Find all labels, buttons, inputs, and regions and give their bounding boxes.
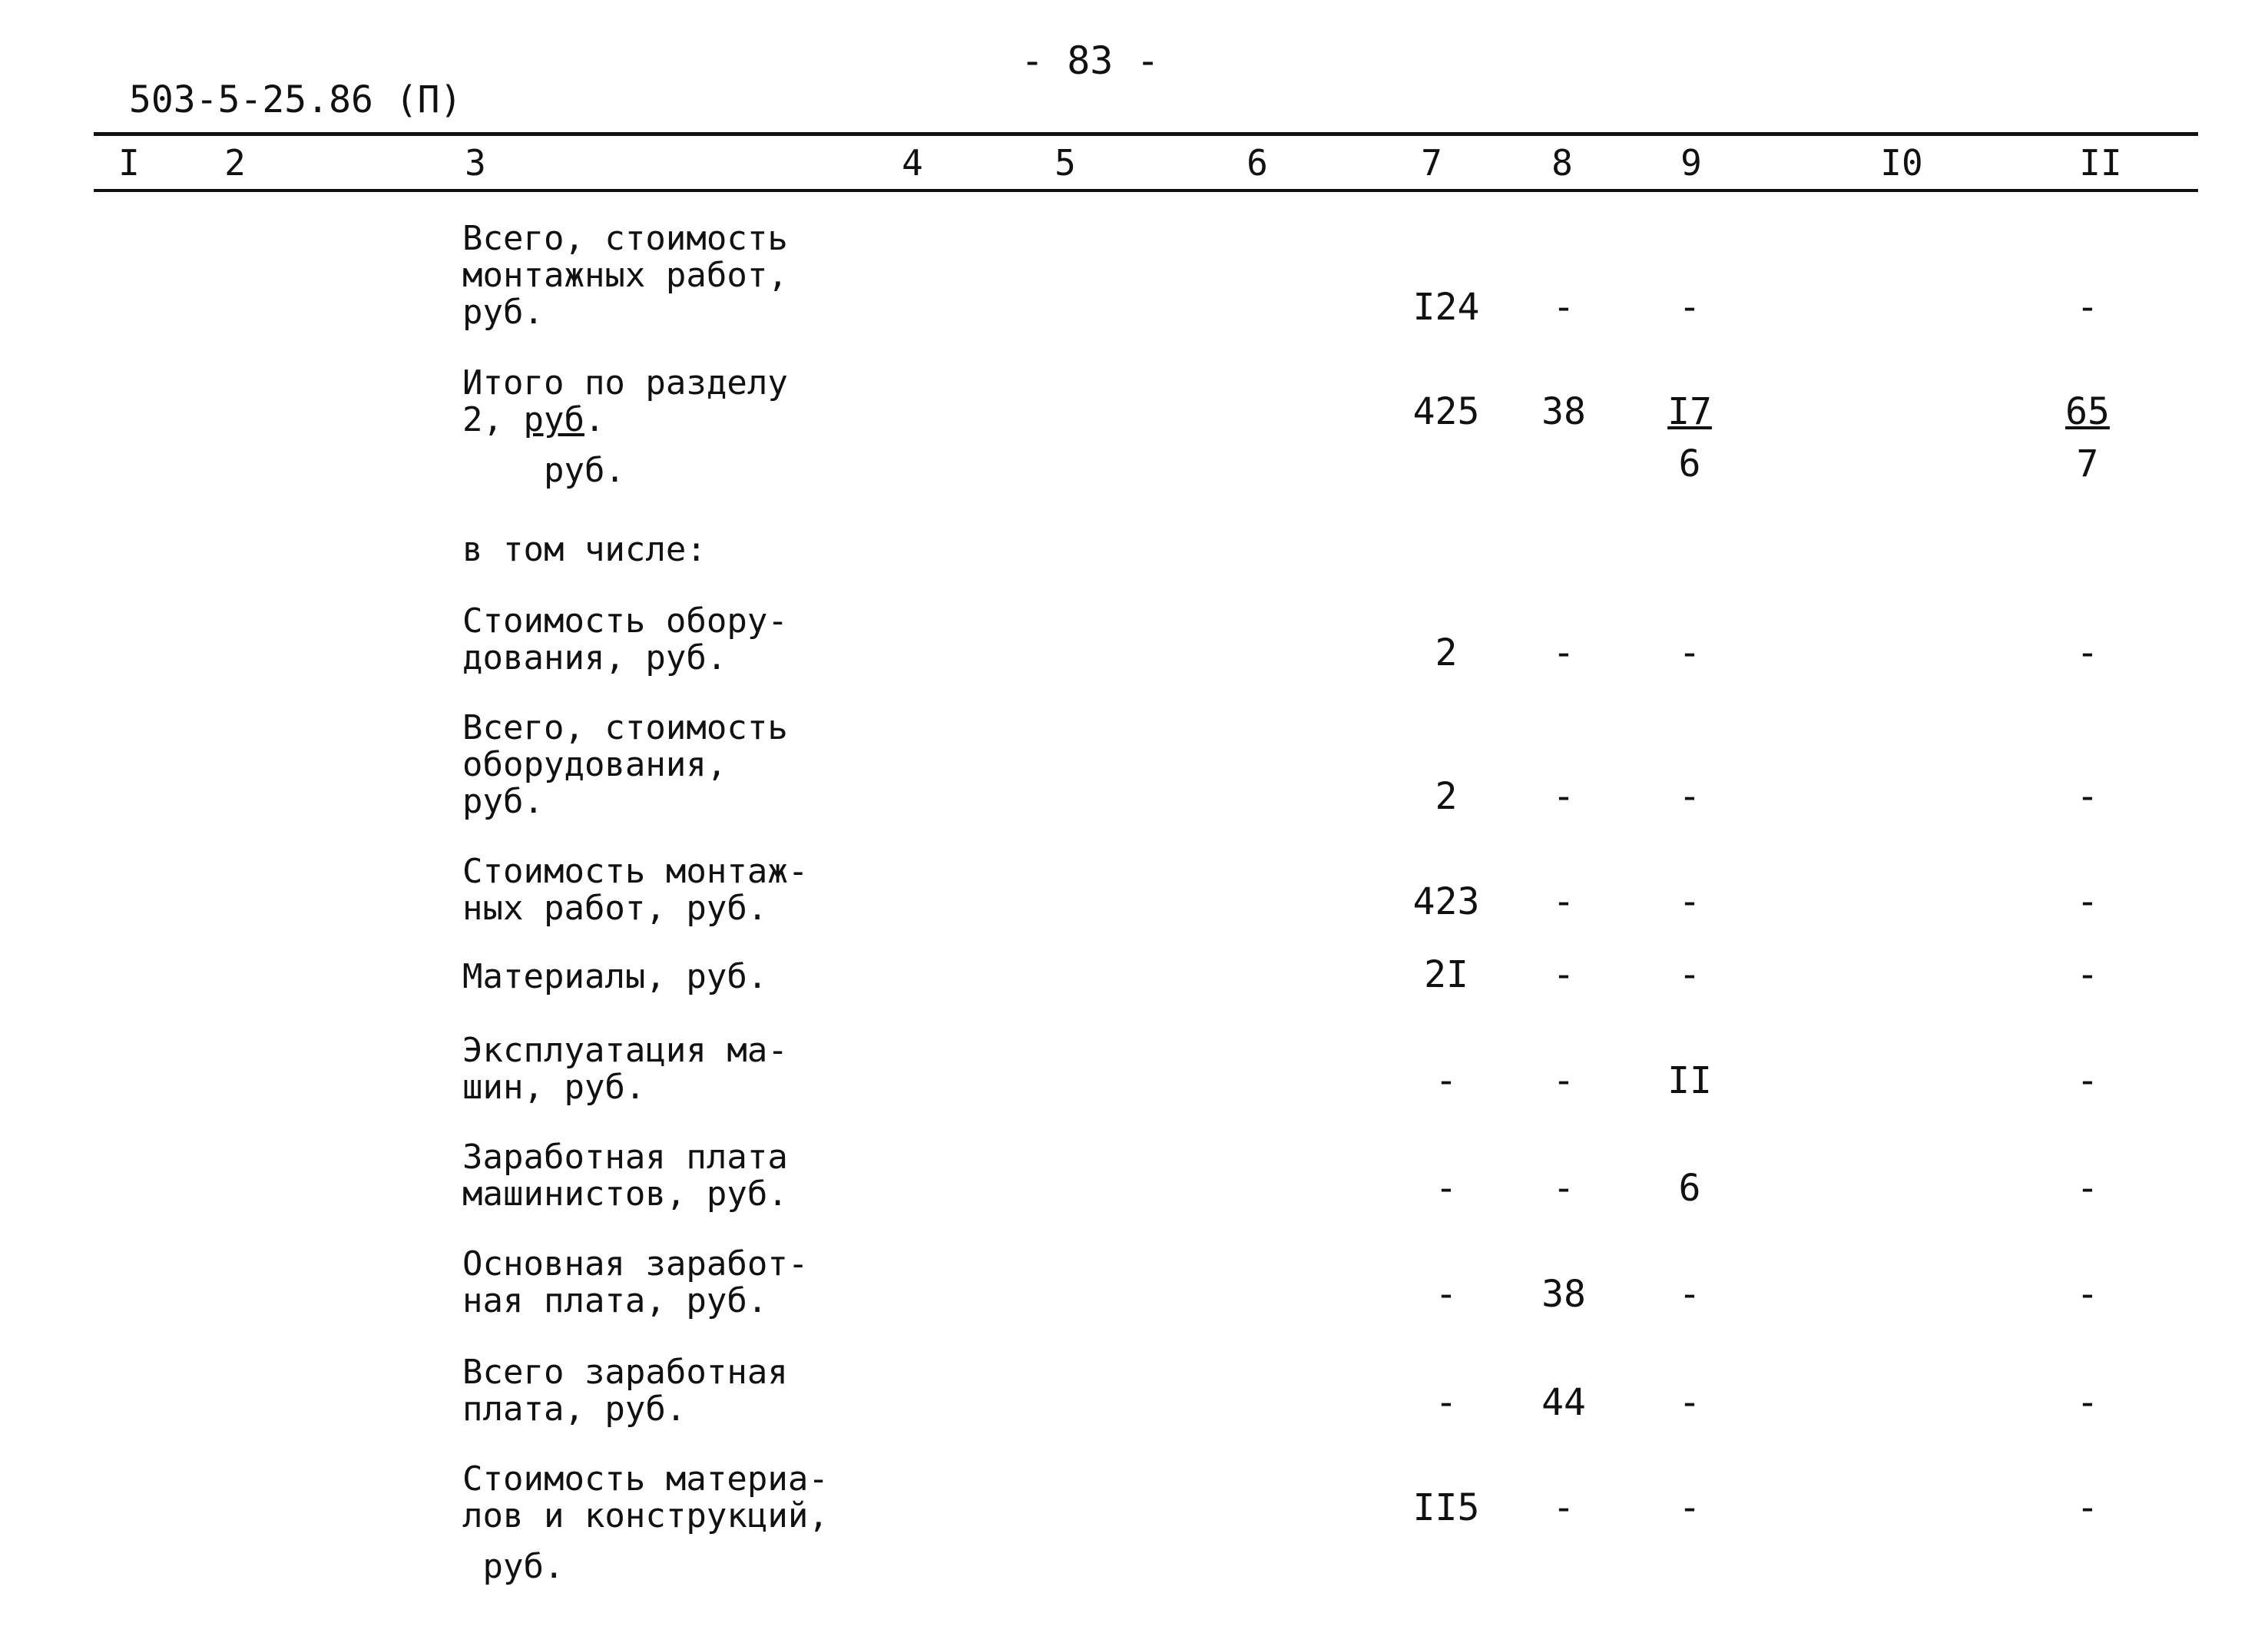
- cell-col11: -: [2076, 631, 2099, 674]
- row-description: Всего, стоимость оборудования, руб.: [462, 708, 788, 821]
- cell-col9: -: [1678, 286, 1701, 329]
- table-row: [0, 1138, 2268, 1214]
- page-number: - 83 -: [1021, 38, 1160, 83]
- column-header-10: I0: [1880, 142, 1923, 184]
- cell-col8: 38: [1541, 390, 1586, 433]
- row-description: Итого по разделу 2, руб. руб.: [462, 363, 788, 490]
- column-header-11: II: [2079, 142, 2122, 184]
- cell-col9-denominator: 6: [1678, 442, 1701, 485]
- cell-col8: -: [1552, 775, 1575, 818]
- row-description: Стоимость обору- дования, руб.: [462, 601, 788, 677]
- column-header-1: I: [118, 142, 140, 184]
- row-description: Стоимость материа- лов и конструкций, руб.: [462, 1459, 829, 1586]
- column-header-9: 9: [1680, 142, 1702, 184]
- cell-col11: -: [2076, 953, 2099, 996]
- table-header-rule: [94, 189, 2198, 192]
- cell-col7: -: [1435, 1381, 1458, 1424]
- cell-col7: 423: [1412, 880, 1480, 923]
- table-row: [0, 1353, 2268, 1429]
- column-header-8: 8: [1551, 142, 1573, 184]
- cell-col9: -: [1678, 1273, 1701, 1316]
- cell-col8: -: [1552, 953, 1575, 996]
- cell-col7: -: [1435, 1167, 1458, 1210]
- cell-col11-denominator: 7: [2076, 442, 2099, 485]
- cell-col9: -: [1678, 953, 1701, 996]
- cell-col11: -: [2076, 880, 2099, 923]
- cell-col11: -: [2076, 1486, 2099, 1529]
- cell-col7: 2: [1435, 775, 1458, 818]
- cell-col9: -: [1678, 1381, 1701, 1424]
- cell-col8: 44: [1541, 1381, 1586, 1424]
- column-header-7: 7: [1421, 142, 1442, 184]
- cell-col7: I24: [1412, 286, 1480, 329]
- cell-col11: -: [2076, 775, 2099, 818]
- cell-col8: -: [1552, 631, 1575, 674]
- row-description: Стоимость монтаж- ных работ, руб.: [462, 852, 809, 928]
- cell-col9: 6: [1678, 1167, 1701, 1210]
- cell-col7: 2: [1435, 631, 1458, 674]
- document-code: 503-5-25.86 (П): [129, 78, 462, 121]
- cell-col7: II5: [1412, 1486, 1480, 1529]
- table-row: [0, 852, 2268, 928]
- cell-col11: -: [2076, 286, 2099, 329]
- row-description: Всего, стоимость монтажных работ, руб.: [462, 219, 788, 332]
- row-description: Эксплуатация ма- шин, руб.: [462, 1031, 788, 1107]
- row-description: Заработная плата машинистов, руб.: [462, 1138, 788, 1214]
- table-top-rule: [94, 132, 2198, 136]
- table-row: [0, 1244, 2268, 1320]
- cell-col7: 2I: [1424, 953, 1468, 996]
- table-row: [0, 601, 2268, 677]
- cell-col8: -: [1552, 1059, 1575, 1102]
- row-description: Всего заработная плата, руб.: [462, 1353, 788, 1429]
- column-header-4: 4: [902, 142, 923, 184]
- cell-col8: 38: [1541, 1273, 1586, 1316]
- table-row: [0, 1031, 2268, 1107]
- table-row: [0, 708, 2268, 821]
- cell-col8: -: [1552, 1486, 1575, 1529]
- row-description: в том числе:: [462, 530, 707, 569]
- cell-col9: -: [1678, 631, 1701, 674]
- cell-col7: 425: [1412, 390, 1480, 433]
- cell-col9: -: [1678, 1486, 1701, 1529]
- cell-col8: -: [1552, 286, 1575, 329]
- cell-col8: -: [1552, 1167, 1575, 1210]
- column-header-5: 5: [1055, 142, 1076, 184]
- column-header-6: 6: [1247, 142, 1268, 184]
- table-row: [0, 1459, 2268, 1586]
- row-description: Основная заработ- ная плата, руб.: [462, 1244, 809, 1320]
- cell-col11-numerator: 65: [2065, 390, 2110, 433]
- table-row: [0, 219, 2268, 332]
- cell-col7: -: [1435, 1273, 1458, 1316]
- cell-col11: -: [2076, 1167, 2099, 1210]
- cell-col11: -: [2076, 1059, 2099, 1102]
- cell-col8: -: [1552, 880, 1575, 923]
- cell-col9-numerator: I7: [1667, 390, 1712, 433]
- cell-col11: -: [2076, 1381, 2099, 1424]
- cell-col9: -: [1678, 880, 1701, 923]
- row-description: Материалы, руб.: [462, 957, 768, 996]
- cell-col11: -: [2076, 1273, 2099, 1316]
- table-row: [0, 363, 2268, 490]
- cell-col9: -: [1678, 775, 1701, 818]
- column-header-3: 3: [465, 142, 486, 184]
- cell-col9: II: [1667, 1059, 1712, 1102]
- cell-col7: -: [1435, 1059, 1458, 1102]
- column-header-2: 2: [224, 142, 246, 184]
